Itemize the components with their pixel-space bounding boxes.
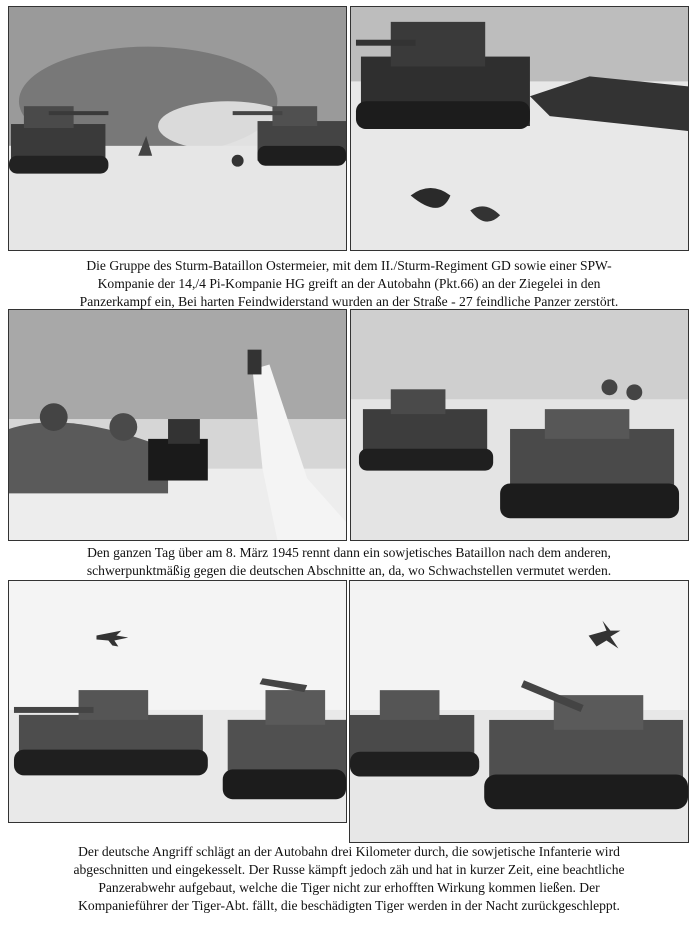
caption-line: Den ganzen Tag über am 8. März 1945 rennt dann ein sowjetisches Bataillon nach dem anderen, bbox=[87, 545, 611, 560]
caption-block-2 bbox=[0, 544, 698, 580]
caption-line: Kompanieführer der Tiger-Abt. fällt, die beschädigten Tiger werden in der Nacht zurückgeschleppt. bbox=[78, 898, 620, 913]
caption-block-1 bbox=[0, 257, 698, 311]
photo-tanks-advancing bbox=[350, 309, 689, 541]
photo-tanks-with-aircraft-right bbox=[349, 580, 689, 843]
caption-line: schwerpunktmäßig gegen die deutschen Abschnitte an, da, wo Schwachstellen vermutet werden. bbox=[86, 563, 612, 578]
caption-block-3 bbox=[0, 843, 698, 915]
caption-line: Der deutsche Angriff schlägt an der Autobahn drei Kilometer durch, die sowjetische Infanterie wird bbox=[78, 844, 620, 859]
photo-tanks-with-aircraft-left bbox=[8, 580, 347, 823]
photo-soldiers-prone-in-snow bbox=[8, 309, 347, 541]
caption-line: abgeschnitten und eingekesselt. Der Russe kämpft jedoch zäh und hat in kurzer Zeit, eine beachtliche bbox=[73, 862, 625, 877]
photo-tanks-firing-in-snow bbox=[8, 6, 347, 251]
caption-line: Die Gruppe des Sturm-Bataillon Ostermeier, mit dem II./Sturm-Regiment GD sowie einer SPW- bbox=[86, 258, 612, 273]
caption-line: Kompanie der 14,/4 Pi-Kompanie HG greift an der Autobahn (Pkt.66) an der Ziegelei in den bbox=[97, 276, 601, 291]
caption-line: Panzerabwehr aufgebaut, welche die Tiger nicht zur erhofften Wirkung kommen ließen. Der bbox=[98, 880, 600, 895]
photo-destroyed-soviet-tank bbox=[350, 6, 689, 251]
caption-line: Panzerkampf ein, Bei harten Feindwiderstand wurden an der Straße - 27 feindliche Panzer zerstört. bbox=[79, 294, 619, 309]
